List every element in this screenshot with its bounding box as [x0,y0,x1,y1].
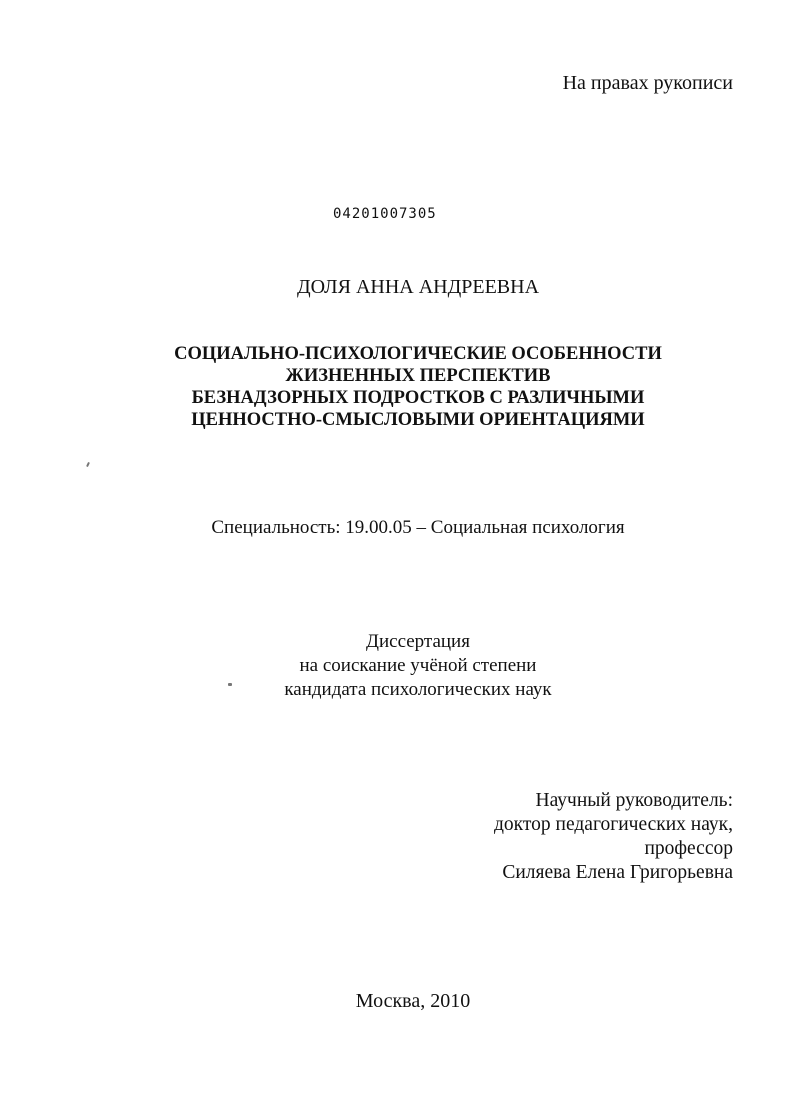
title-line: БЕЗНАДЗОРНЫХ ПОДРОСТКОВ С РАЗЛИЧНЫМИ [191,388,645,408]
degree-line: кандидата психологических наук [284,679,552,700]
specialty: Специальность: 19.00.05 – Социальная психология [211,517,625,538]
supervisor-line: профессор [644,838,733,859]
supervisor-block [494,789,733,885]
supervisor-line: Научный руководитель: [535,790,733,811]
scan-speck [86,462,90,467]
degree-line: Диссертация [366,631,470,652]
supervisor-line: доктор педагогических наук, [494,814,733,835]
supervisor-line: Силяева Елена Григорьевна [502,862,733,883]
rights-note: На правах рукописи [562,72,733,94]
degree-line: на соискание учёной степени [299,655,537,676]
scan-speck [228,683,232,686]
title-line: ЖИЗНЕННЫХ ПЕРСПЕКТИВ [285,366,551,386]
catalog-number: 04201007305 [333,206,437,222]
dissertation-title [0,343,796,431]
title-line: ЦЕННОСТНО-СМЫСЛОВЫМИ ОРИЕНТАЦИЯМИ [191,410,645,430]
place-year: Москва, 2010 [355,990,471,1012]
title-line: СОЦИАЛЬНО-ПСИХОЛОГИЧЕСКИЕ ОСОБЕННОСТИ [174,344,662,364]
author-name: ДОЛЯ АННА АНДРЕЕВНА [296,276,540,298]
degree-block [0,630,796,702]
